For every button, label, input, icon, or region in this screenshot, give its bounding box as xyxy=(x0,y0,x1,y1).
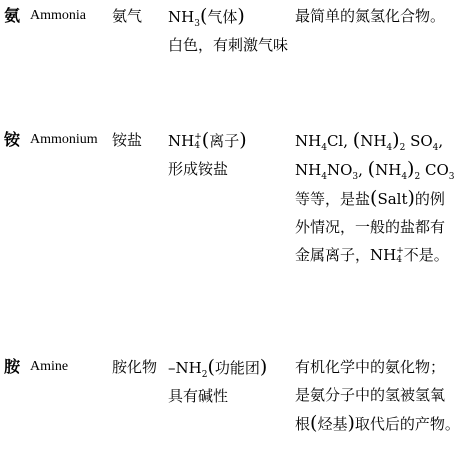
subscript: 4 xyxy=(321,172,327,182)
text-run: 等等，是盐 xyxy=(295,190,371,208)
text-line xyxy=(168,353,267,382)
text-line xyxy=(295,409,460,438)
text-line xyxy=(168,382,267,410)
text-line xyxy=(295,381,460,409)
text-run: 的例 xyxy=(414,190,445,208)
text-run: 功能团 xyxy=(214,359,260,377)
entry-english-name: Ammonia xyxy=(30,8,86,23)
entry-formula xyxy=(168,126,247,183)
parenthesis: ) xyxy=(407,158,415,180)
text-line xyxy=(295,353,460,381)
sub-superscript xyxy=(396,247,404,265)
text-run: NH xyxy=(168,8,195,26)
entry-chinese-name: 胺化物 xyxy=(112,358,158,376)
sub-superscript xyxy=(194,133,202,151)
parenthesis: ( xyxy=(352,129,361,151)
text-run: 气体 xyxy=(207,8,238,26)
text-line xyxy=(295,184,454,213)
subscript: 3 xyxy=(352,172,359,182)
text-run: NH xyxy=(375,161,402,179)
parenthesis: ) xyxy=(259,356,268,378)
text-run: NH xyxy=(168,132,195,150)
entry-chinese-name: 铵盐 xyxy=(112,131,143,149)
entry-note xyxy=(295,2,445,30)
text-line xyxy=(295,241,454,269)
parenthesis: ( xyxy=(370,187,378,209)
text-run: 外情况，一般的盐都有 xyxy=(295,218,446,236)
text-run: SO xyxy=(405,132,433,150)
subscript: 3 xyxy=(194,19,200,29)
parenthesis: ( xyxy=(310,412,318,434)
text-line xyxy=(168,2,288,31)
entry-formula xyxy=(168,2,288,59)
entry-english-name: Amine xyxy=(30,359,69,374)
parenthesis: ) xyxy=(392,129,400,151)
text-run: 形成铵盐 xyxy=(168,160,229,178)
text-run: 不是。 xyxy=(403,246,449,264)
text-line xyxy=(295,213,454,241)
parenthesis: ) xyxy=(237,5,245,27)
parenthesis: ( xyxy=(201,129,210,151)
subscript: 4 xyxy=(401,172,408,182)
text-run: NH xyxy=(295,161,322,179)
subscript: 4 xyxy=(194,141,200,151)
entry-character: 铵 xyxy=(4,130,21,149)
text-line xyxy=(168,126,247,155)
text-run: –NH xyxy=(168,359,202,377)
subscript: 3 xyxy=(448,172,455,182)
text-run: 烃基 xyxy=(317,415,348,433)
parenthesis: ) xyxy=(239,129,247,151)
entry-note xyxy=(295,126,454,269)
entry-chinese-name: 氨气 xyxy=(112,7,143,25)
text-line xyxy=(168,155,247,183)
text-run: 金属离子，NH xyxy=(295,246,397,264)
text-line xyxy=(295,126,454,155)
parenthesis: ( xyxy=(199,5,208,27)
text-run: 离子 xyxy=(209,132,240,150)
entry-formula xyxy=(168,353,267,410)
subscript: 4 xyxy=(386,143,393,153)
entry-english-name: Ammonium xyxy=(30,132,98,147)
subscript: 4 xyxy=(432,143,439,153)
parenthesis: ( xyxy=(207,356,215,378)
text-run: 具有碱性 xyxy=(168,387,229,405)
subscript: 4 xyxy=(321,143,327,153)
text-run: 最简单的氮氢化合物。 xyxy=(295,7,446,25)
entry-character: 胺 xyxy=(4,357,21,376)
text-run: 是氨分子中的氢被氢氧 xyxy=(295,386,446,404)
entry-character: 氨 xyxy=(4,6,21,25)
text-run: Cl, xyxy=(326,132,353,150)
text-line xyxy=(295,2,445,30)
text-run: Salt xyxy=(377,190,408,208)
subscript: 2 xyxy=(414,172,421,182)
superscript: + xyxy=(396,246,404,256)
text-run: , xyxy=(438,132,444,150)
text-run: , xyxy=(358,161,368,179)
text-run: NH xyxy=(295,132,322,150)
subscript: 2 xyxy=(201,370,208,380)
text-run: 取代后的产物。 xyxy=(354,415,460,433)
text-line xyxy=(295,155,454,184)
text-run: 白色，有刺激气味 xyxy=(168,36,289,54)
text-run: NO xyxy=(326,161,353,179)
text-run: NH xyxy=(360,132,387,150)
parenthesis: ) xyxy=(347,412,355,434)
parenthesis: ( xyxy=(367,158,376,180)
subscript: 4 xyxy=(396,255,402,265)
text-run: 根 xyxy=(295,415,311,433)
text-line xyxy=(168,31,288,59)
superscript: + xyxy=(194,132,202,142)
subscript: 2 xyxy=(399,143,406,153)
text-run: 有机化学中的氨化物； xyxy=(295,358,446,376)
parenthesis: ) xyxy=(407,187,415,209)
text-run: CO xyxy=(420,161,449,179)
entry-note xyxy=(295,353,460,438)
